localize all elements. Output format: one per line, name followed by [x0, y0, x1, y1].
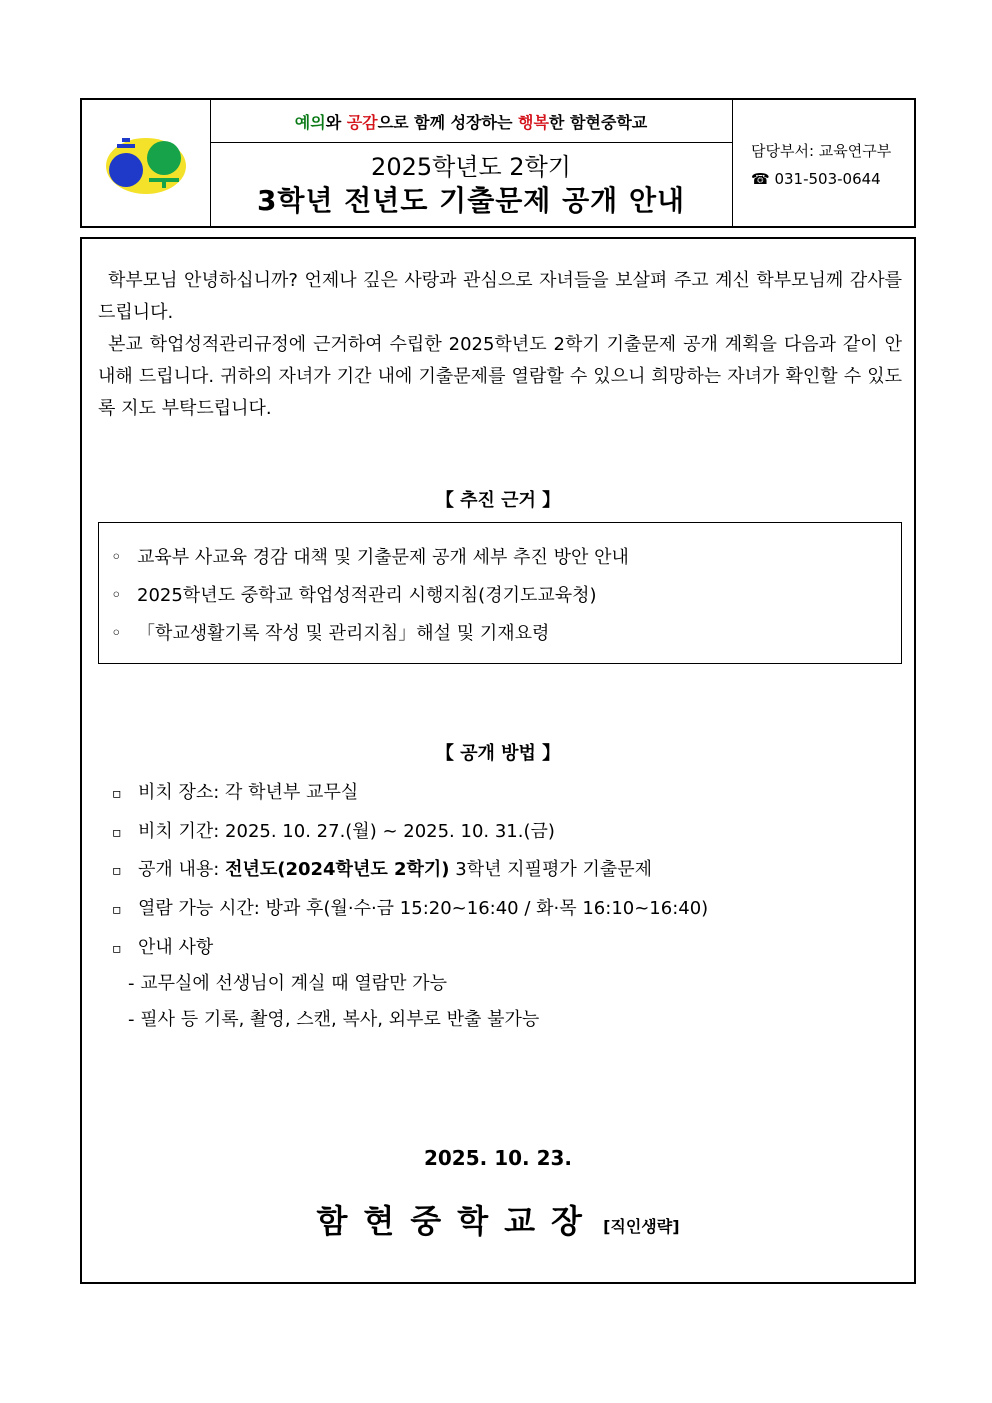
basis-heading: 【 추진 근거 】 — [435, 490, 561, 511]
basis-box — [98, 522, 902, 664]
square-bullet-icon: ▫ — [112, 863, 122, 879]
bullet-icon: ◦ — [111, 585, 122, 606]
method-item-location — [112, 778, 358, 804]
document-title-line1: 2025학년도 2학기 — [371, 153, 571, 181]
slogan-text: 으로 함께 성장하는 — [377, 112, 518, 132]
slogan-text: 한 함현중학교 — [548, 112, 648, 132]
slogan-text: 와 — [325, 112, 347, 132]
slogan-word-empathy: 공감 — [346, 112, 378, 132]
basis-item-text: 교육부 사교육 경감 대책 및 기출문제 공개 세부 추진 방안 안내 — [137, 547, 629, 568]
bullet-icon: ◦ — [111, 547, 122, 568]
method-text-bold: 전년도(2024학년도 2학기) — [225, 859, 450, 880]
document-date: 2025. 10. 23. — [423, 1146, 573, 1170]
method-text: 비치 장소: 각 학년부 교무실 — [138, 782, 359, 803]
seal-omitted-label: [직인생략] — [603, 1217, 680, 1236]
phone-number: 031-503-0644 — [774, 170, 881, 188]
slogan-word-courtesy: 예의 — [294, 112, 326, 132]
intro-paragraph-1: 학부모님 안녕하십니까? 언제나 깊은 사랑과 관심으로 자녀들을 보살펴 주고 계신 학부모님께 감사를 드립니다. — [98, 270, 902, 323]
method-text: 공개 내용: — [138, 859, 226, 880]
basis-item — [111, 581, 597, 607]
school-logo — [82, 100, 210, 226]
notice-item: - 교무실에 선생님이 계실 때 열람만 가능 — [128, 973, 448, 994]
square-bullet-icon: ▫ — [112, 786, 122, 802]
intro-paragraph-2: 본교 학업성적관리규정에 근거하여 수립한 2025학년도 2학기 기출문제 공개 계획을 다음과 같이 안내해 드립니다. 귀하의 자녀가 기간 내에 기출문제를 열람할 수 있으니 희망하는 자녀가 확인할 수 있도록 지도 부탁드립니다. — [98, 334, 902, 419]
principal-name: 함현중학교장 — [316, 1202, 598, 1240]
method-heading: 【 공개 방법 】 — [435, 743, 561, 764]
square-bullet-icon: ▫ — [112, 825, 122, 841]
basis-item-text: 「학교생활기록 작성 및 관리지침」해설 및 기재요령 — [137, 623, 550, 644]
principal-signature — [82, 1196, 914, 1242]
square-bullet-icon: ▫ — [112, 902, 122, 918]
bullet-icon: ◦ — [111, 623, 122, 644]
document-body — [80, 237, 916, 1284]
basis-item — [111, 619, 549, 645]
phone-icon: ☎ — [751, 170, 770, 188]
basis-item — [111, 543, 629, 569]
method-item-hours — [112, 894, 708, 920]
phone-line — [751, 170, 881, 188]
document-title-line2: 3학년 전년도 기출문제 공개 안내 — [256, 184, 686, 217]
logo-cell — [82, 100, 211, 226]
title-box — [210, 143, 732, 226]
school-slogan — [210, 100, 732, 143]
square-bullet-icon: ▫ — [112, 941, 122, 957]
method-text: 안내 사항 — [138, 937, 214, 958]
method-item-notice — [112, 933, 213, 959]
contact-cell — [733, 100, 914, 226]
method-text: 열람 가능 시간: 방과 후(월·수·금 15:20~16:40 / 화·목 16:10~16:40) — [138, 898, 709, 919]
document-header — [80, 98, 916, 228]
title-cell — [210, 100, 733, 226]
method-text: 비치 기간: 2025. 10. 27.(월) ~ 2025. 10. 31.(금) — [138, 821, 555, 842]
method-text: 3학년 지필평가 기출문제 — [449, 859, 653, 880]
basis-item-text: 2025학년도 중학교 학업성적관리 시행지침(경기도교육청) — [137, 585, 597, 606]
notice-item: - 필사 등 기록, 촬영, 스캔, 복사, 외부로 반출 불가능 — [128, 1009, 540, 1030]
method-item-content — [112, 855, 652, 881]
slogan-word-happiness: 행복 — [518, 112, 549, 132]
method-item-period — [112, 817, 555, 843]
department-label: 담당부서: 교육연구부 — [751, 142, 892, 160]
